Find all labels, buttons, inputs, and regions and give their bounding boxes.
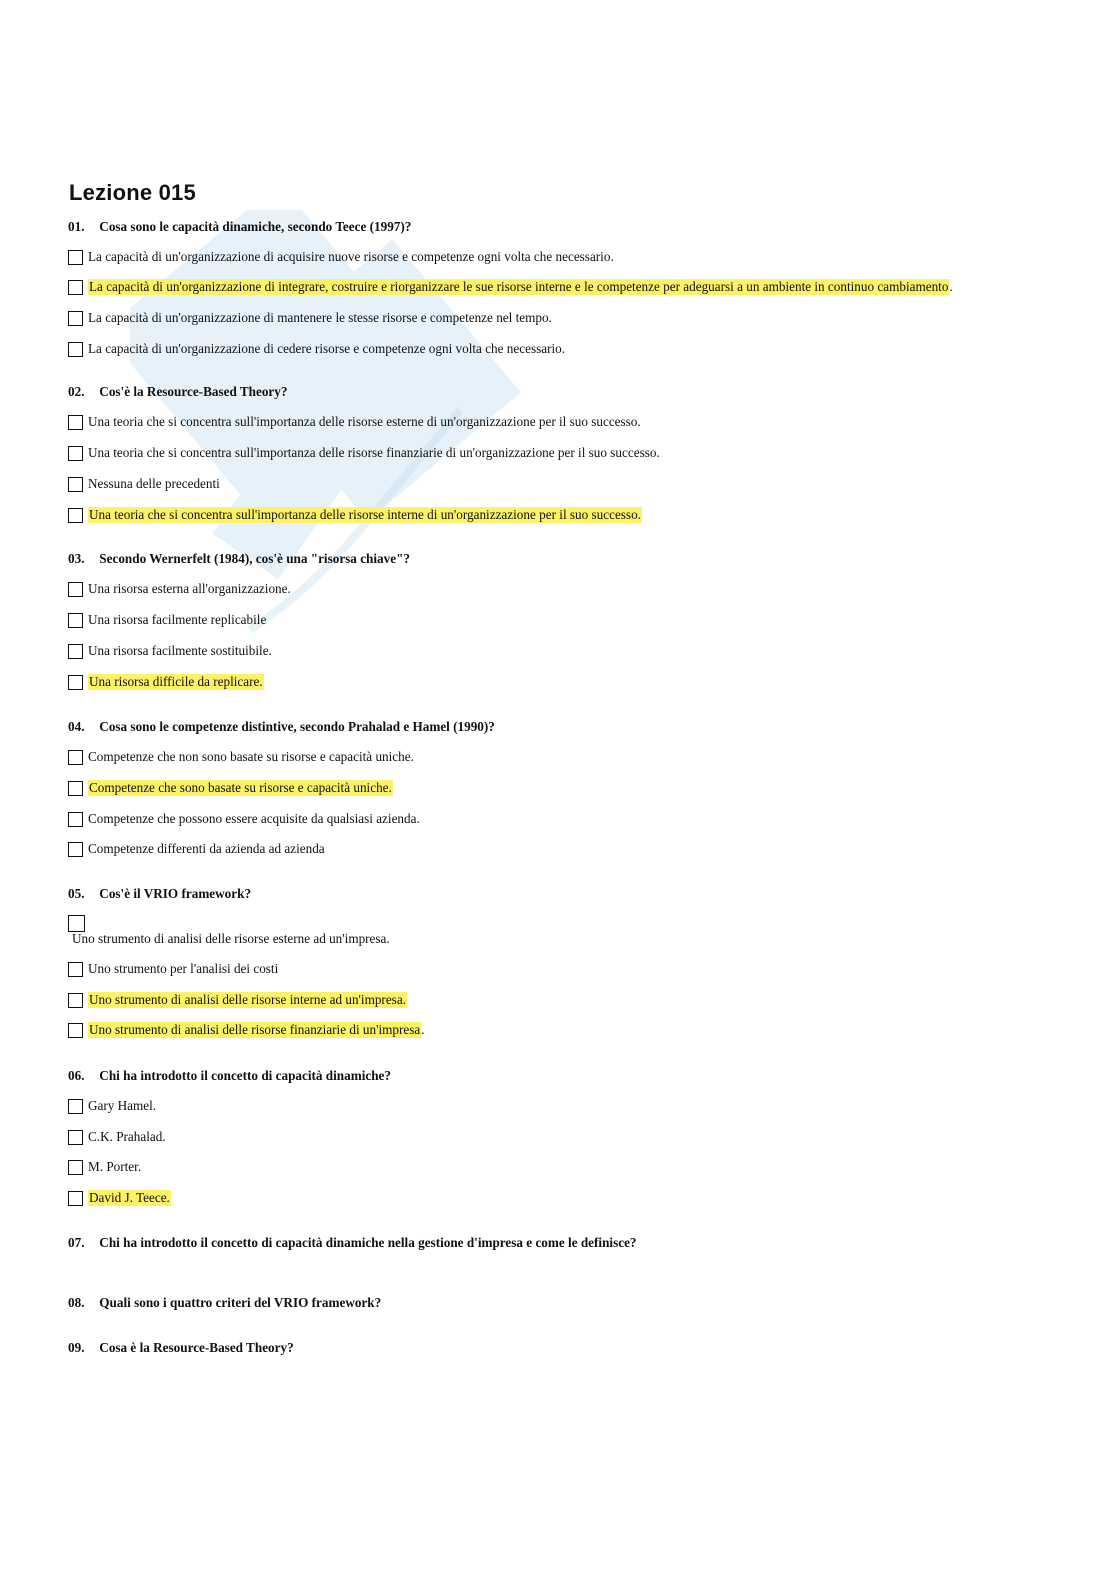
- checkbox[interactable]: [68, 446, 83, 461]
- checkbox[interactable]: [68, 644, 83, 659]
- question-number: 08.: [68, 1295, 85, 1310]
- option-text: Una teoria che si concentra sull'importanza delle risorse finanziarie di un'organizzazione per il suo successo.: [88, 445, 660, 460]
- question-04: [68, 719, 495, 735]
- checkbox[interactable]: [68, 1160, 83, 1175]
- option-text: Competenze che non sono basate su risorse e capacità uniche.: [88, 749, 414, 764]
- option-04-d: [68, 840, 325, 858]
- option-04-a: [68, 748, 414, 766]
- question-03: [68, 551, 410, 567]
- checkbox[interactable]: [68, 781, 83, 796]
- question-number: 02.: [68, 384, 85, 399]
- option-06-b: [68, 1128, 166, 1146]
- checkbox[interactable]: [68, 675, 83, 690]
- question-number: 06.: [68, 1068, 85, 1083]
- option-06-c: [68, 1158, 141, 1176]
- option-text-highlighted: Una teoria che si concentra sull'importanza delle risorse interne di un'organizzazione per il suo successo.: [89, 507, 641, 522]
- checkbox[interactable]: [68, 311, 83, 326]
- option-text-highlighted: Una risorsa difficile da replicare.: [89, 674, 263, 689]
- option-text: M. Porter.: [88, 1159, 142, 1174]
- question-text: Cosa sono le competenze distintive, secondo Prahalad e Hamel (1990)?: [99, 719, 495, 734]
- option-05-b: [68, 960, 278, 978]
- checkbox[interactable]: [68, 280, 83, 295]
- question-text: Quali sono i quattro criteri del VRIO framework?: [99, 1295, 382, 1310]
- option-02-b: [68, 444, 660, 462]
- checkbox[interactable]: [68, 962, 83, 977]
- question-06: [68, 1068, 391, 1084]
- question-number: 03.: [68, 551, 85, 566]
- checkbox[interactable]: [68, 477, 83, 492]
- question-05: [68, 886, 251, 902]
- option-text: Gary Hamel.: [88, 1098, 157, 1113]
- question-text: Secondo Wernerfelt (1984), cos'è una "risorsa chiave"?: [99, 551, 411, 566]
- question-number: 04.: [68, 719, 85, 734]
- option-text-tail: .: [949, 279, 953, 294]
- option-02-c: [68, 475, 220, 493]
- question-01: [68, 219, 411, 235]
- option-05-a: Uno strumento di analisi delle risorse esterne ad un'impresa.: [72, 931, 390, 946]
- option-text: Nessuna delle precedenti: [88, 476, 220, 491]
- checkbox[interactable]: [68, 342, 83, 357]
- option-05-d: [68, 1021, 425, 1039]
- question-02: [68, 384, 287, 400]
- option-text-highlighted: David J. Teece.: [89, 1190, 170, 1205]
- question-number: 01.: [68, 219, 85, 234]
- checkbox[interactable]: [68, 842, 83, 857]
- option-06-a: [68, 1097, 156, 1115]
- question-text: Cosa è la Resource-Based Theory?: [99, 1340, 294, 1355]
- checkbox[interactable]: [68, 613, 83, 628]
- question-09: [68, 1340, 294, 1356]
- question-text: Cos'è il VRIO framework?: [99, 886, 252, 901]
- option-03-a: [68, 580, 291, 598]
- option-01-b: [68, 278, 953, 296]
- checkbox[interactable]: [68, 508, 83, 523]
- question-08: [68, 1295, 381, 1311]
- question-text: Chi ha introdotto il concetto di capacità dinamiche nella gestione d'impresa e come le definisce?: [99, 1235, 637, 1250]
- option-03-b: [68, 611, 266, 629]
- option-text-highlighted: Competenze che sono basate su risorse e capacità uniche.: [89, 780, 392, 795]
- checkbox[interactable]: [68, 582, 83, 597]
- checkbox[interactable]: [68, 750, 83, 765]
- option-text: Una risorsa facilmente sostituibile.: [88, 643, 272, 658]
- page-title: Lezione 015: [69, 180, 196, 205]
- checkbox[interactable]: [68, 1191, 83, 1206]
- option-text-highlighted: La capacità di un'organizzazione di integrare, costruire e riorganizzare le sue risorse interne e le competenze per adeguarsi a un ambiente in continuo cambiamento: [89, 279, 949, 294]
- question-number: 05.: [68, 886, 85, 901]
- question-text: Chi ha introdotto il concetto di capacità dinamiche?: [99, 1068, 392, 1083]
- question-text: Cosa sono le capacità dinamiche, secondo Teece (1997)?: [99, 219, 412, 234]
- option-03-c: [68, 642, 272, 660]
- question-07: [68, 1235, 637, 1251]
- checkbox[interactable]: [68, 1099, 83, 1114]
- option-05-c: [68, 991, 407, 1009]
- option-text: Una teoria che si concentra sull'importanza delle risorse esterne di un'organizzazione per il suo successo.: [88, 414, 641, 429]
- option-06-d: [68, 1189, 171, 1207]
- checkbox[interactable]: [68, 993, 83, 1008]
- checkbox[interactable]: [68, 250, 83, 265]
- option-01-a: [68, 248, 614, 266]
- option-text: C.K. Prahalad.: [88, 1129, 166, 1144]
- checkbox[interactable]: [68, 915, 85, 932]
- option-03-d: [68, 673, 264, 691]
- option-text: La capacità di un'organizzazione di cedere risorse e competenze ogni volta che necessario.: [88, 341, 566, 356]
- option-02-a: [68, 413, 641, 431]
- option-text: Uno strumento per l'analisi dei costi: [88, 961, 279, 976]
- checkbox[interactable]: [68, 812, 83, 827]
- option-02-d: [68, 506, 642, 524]
- question-number: 09.: [68, 1340, 85, 1355]
- option-text-tail: .: [421, 1022, 425, 1037]
- option-text: La capacità di un'organizzazione di acquisire nuove risorse e competenze ogni volta che necessario.: [88, 249, 614, 264]
- option-text-highlighted: Uno strumento di analisi delle risorse finanziarie di un'impresa: [89, 1022, 421, 1037]
- option-text: Una risorsa esterna all'organizzazione.: [88, 581, 291, 596]
- checkbox[interactable]: [68, 415, 83, 430]
- option-01-c: [68, 309, 552, 327]
- option-text: La capacità di un'organizzazione di mantenere le stesse risorse e competenze nel tempo.: [88, 310, 552, 325]
- option-04-c: [68, 810, 420, 828]
- option-text: Competenze differenti da azienda ad azienda: [88, 841, 325, 856]
- option-text: Competenze che possono essere acquisite da qualsiasi azienda.: [88, 811, 420, 826]
- question-text: Cos'è la Resource-Based Theory?: [99, 384, 288, 399]
- option-text: Una risorsa facilmente replicabile: [88, 612, 267, 627]
- checkbox[interactable]: [68, 1023, 83, 1038]
- option-text-highlighted: Uno strumento di analisi delle risorse interne ad un'impresa.: [89, 992, 406, 1007]
- option-01-d: [68, 340, 565, 358]
- option-04-b: [68, 779, 393, 797]
- checkbox[interactable]: [68, 1130, 83, 1145]
- question-number: 07.: [68, 1235, 85, 1250]
